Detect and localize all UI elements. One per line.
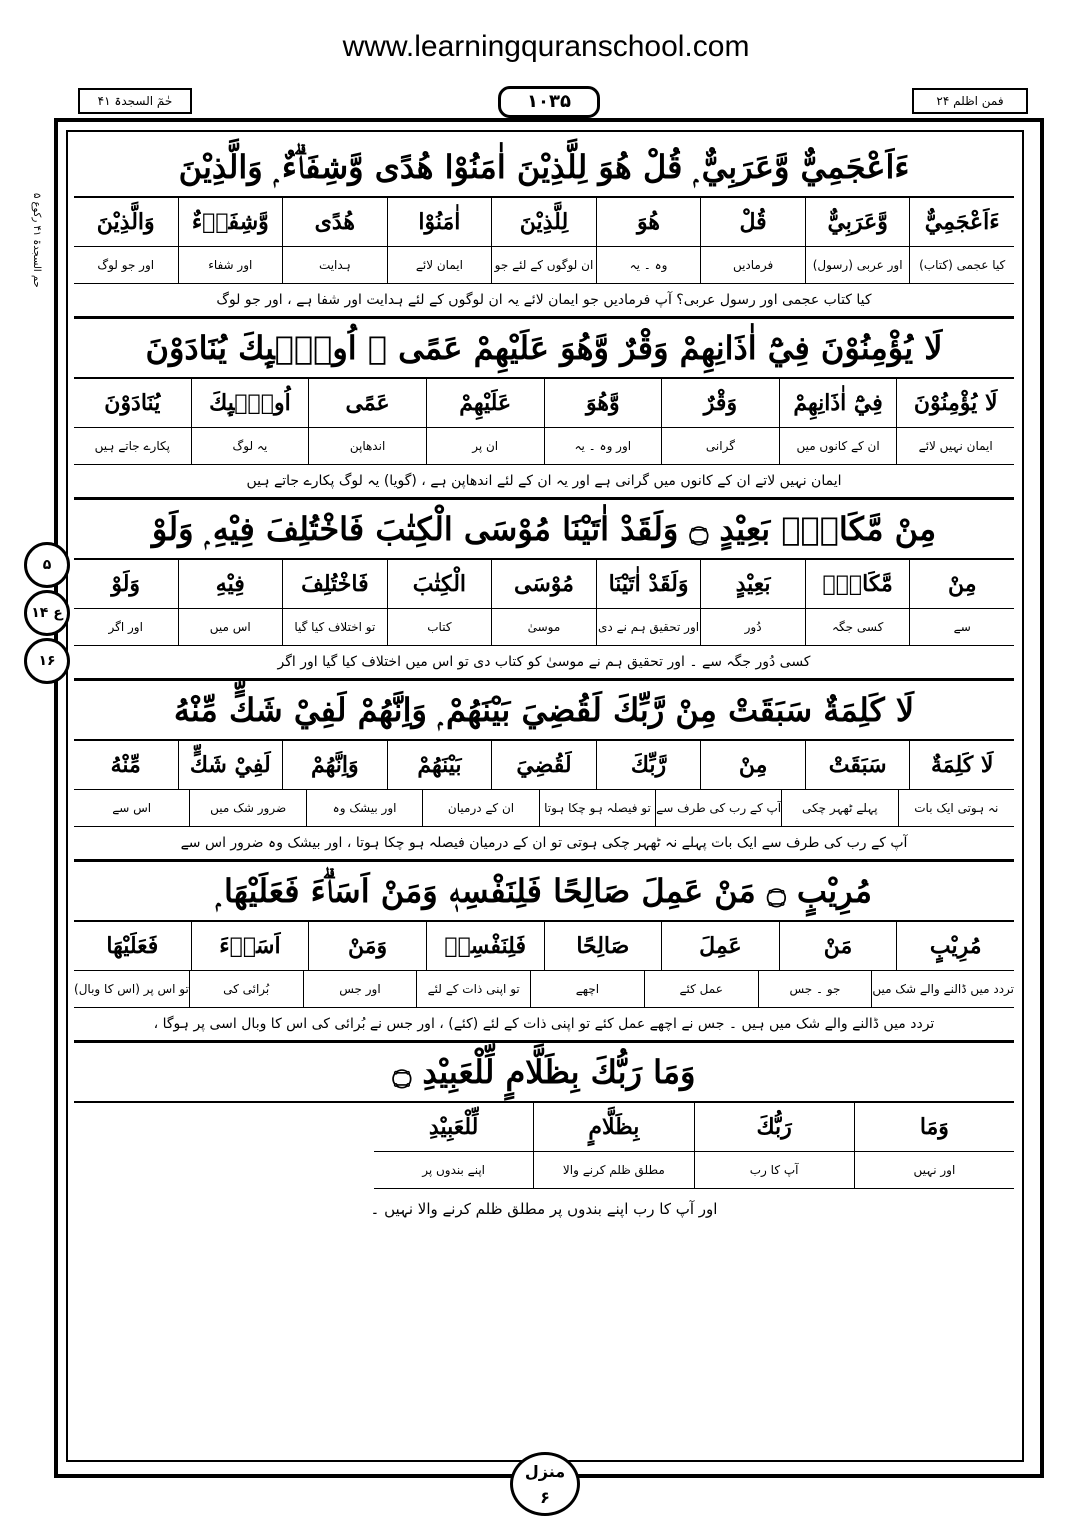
word-cell: وَاِنَّهُمْ <box>282 741 387 789</box>
meaning-cell: ان کے درمیان <box>422 790 538 826</box>
word-cell: يُنَادَوْنَ <box>104 390 161 416</box>
manzil-badge <box>510 1452 580 1516</box>
meaning-cell: تو اختلاف کیا گیا <box>282 609 387 645</box>
meaning-cell: سے <box>909 609 1014 645</box>
meaning-cell: اور نہیں <box>854 1152 1014 1188</box>
meaning-cell: ضرور شک میں <box>189 790 305 826</box>
word-row <box>74 922 1014 971</box>
meaning-cell: نہ ہوتی ایک بات <box>898 790 1014 826</box>
ruku-marker-middle: ع ۱۴ <box>24 590 70 636</box>
word-cell: اَسَاۗءَ <box>191 922 309 970</box>
meaning-cell: وہ ۔ یہ <box>596 247 701 283</box>
ruku-marker-bottom: ۱۶ <box>24 638 70 684</box>
word-cell: عَمِلَ <box>661 922 779 970</box>
word-cell: لَفِيْ شَكٍّ <box>178 741 283 789</box>
meaning-cell: جو ۔ جس <box>758 971 872 1007</box>
word-cell: بِظَلَّامٍ <box>533 1103 693 1151</box>
word-cell: لَقُضِيَ <box>491 741 596 789</box>
word-cell: وَلَوْ <box>111 571 141 597</box>
word-cell: وَلَقَدْ اٰتَيْنَا <box>596 560 701 608</box>
word-cell: مُوْسَى <box>491 560 596 608</box>
meaning-cell: کیا عجمی (کتاب) <box>909 247 1014 283</box>
word-cell: فَلِنَفْسِهٖ <box>426 922 544 970</box>
word-cell: وَالَّذِيْنَ <box>96 209 155 235</box>
meaning-cell: پکارے جاتے ہیں <box>94 439 170 453</box>
meaning-cell: دُور <box>700 609 805 645</box>
word-cell: وَّعَرَبِيٌّ <box>805 198 910 246</box>
word-cell: هُوَ <box>596 198 701 246</box>
meaning-cell: پہلے ٹھہر چکی <box>781 790 897 826</box>
meaning-row <box>74 247 1014 284</box>
meaning-cell: اندھاپن <box>308 428 426 464</box>
verse-line: وَمَا رَبُّكَ بِظَلَّامٍ لِّلْعَبِيْدِ ۝ <box>74 1043 1014 1103</box>
word-cell: صَالِحًا <box>544 922 662 970</box>
word-row <box>74 741 1014 790</box>
word-cell: قُلْ <box>700 198 805 246</box>
word-cell: مَنْ <box>779 922 897 970</box>
word-cell: مُرِيْبٍ <box>896 922 1014 970</box>
meaning-cell: آپ کا رب <box>694 1152 854 1188</box>
meaning-cell: اور عربی (رسول) <box>805 247 910 283</box>
verse-line: مُرِيْبٍ ۝ مَنْ عَمِلَ صَالِحًا فَلِنَفْسِهٖ وَمَنْ اَسَاۗءَ فَعَلَيْهَا ۭ <box>74 862 1014 922</box>
meaning-cell: اچھے <box>530 971 644 1007</box>
translation-line: اور آپ کا رب اپنے بندوں پر مطلق ظلم کرنے والا نہیں ۔ <box>370 1200 718 1218</box>
word-cell: عَمًى <box>308 379 426 427</box>
word-cell: اٰمَنُوْا <box>387 198 492 246</box>
word-cell: فَاخْتُلِفَ <box>282 560 387 608</box>
meaning-cell: تو اس پر (اس کا وبال) <box>74 982 189 996</box>
meaning-cell: اور شفاء <box>178 247 283 283</box>
meaning-cell: ان پر <box>426 428 544 464</box>
translation-line: آپ کے رب کی طرف سے ایک بات پہلے نہ ٹھہر چکی ہوتی تو ان کے درمیان فیصلہ ہو چکا ہوتا ، اور بیشک وہ ضرور اس سے <box>74 827 1014 862</box>
meaning-cell: آپ کے رب کی طرف سے <box>655 790 781 826</box>
meaning-cell: فرمادیں <box>700 247 805 283</box>
meaning-cell: ان کے کانوں میں <box>779 428 897 464</box>
manzil-label: منزل <box>524 1462 566 1481</box>
meaning-row <box>74 609 1014 646</box>
meaning-cell: ان لوگوں کے لئے جو <box>491 247 596 283</box>
word-cell: بَعِيْدٍ <box>700 560 805 608</box>
verse-line: ءَاَعْجَمِيٌّ وَّعَرَبِيٌّ ۭ قُلْ هُوَ لِلَّذِيْنَ اٰمَنُوْا هُدًى وَّشِفَاۗءٌ ۭ وَالَّذِيْنَ <box>74 138 1014 198</box>
meaning-row <box>74 790 1014 827</box>
meaning-cell: تردد میں ڈالنے والے شک میں <box>871 971 1014 1007</box>
surah-label: حٰمٓ السجدۃ ۴۱ <box>78 88 192 114</box>
meaning-cell: اور وہ ۔ یہ <box>544 428 662 464</box>
word-cell: فَعَلَيْهَا <box>106 933 159 959</box>
meaning-cell: اس سے <box>112 801 152 815</box>
meaning-cell: گرانی <box>661 428 779 464</box>
meaning-cell: اور تحقیق ہم نے دی <box>596 609 701 645</box>
word-cell: وَّشِفَاۗءٌ <box>178 198 283 246</box>
word-cell: مِّنْهُ <box>110 752 141 778</box>
meaning-cell: ہدایت <box>282 247 387 283</box>
translation-line: تردد میں ڈالنے والے شک میں ہیں ۔ جس نے اچھے عمل کئے تو اپنی ذات کے لئے (کئے) ، اور جس نے بُرائی کی اس کا وبال اسی پر ہوگا ، <box>74 1008 1014 1043</box>
meaning-row <box>74 971 1014 1008</box>
meaning-cell: کتاب <box>387 609 492 645</box>
side-note: حم السجدۃ ۴۱ رکوع ۵ <box>31 192 42 288</box>
word-row <box>74 560 1014 609</box>
page-number: ۱۰۳۵ <box>498 86 600 118</box>
meaning-cell: بُرائی کی <box>189 971 303 1007</box>
content <box>74 138 1014 1229</box>
meaning-cell: کسی جگہ <box>805 609 910 645</box>
meaning-cell: اپنے بندوں پر <box>422 1163 486 1177</box>
word-cell: بَيْنَهُمْ <box>387 741 492 789</box>
verse-line: لَا يُؤْمِنُوْنَ فِيْٓ اٰذَانِهِمْ وَقْرٌ وَّهُوَ عَلَيْهِمْ عَمًى ۭ اُولٰۗىِٕكَ يُنَادَوْنَ <box>74 319 1014 379</box>
meaning-cell: عمل کئے <box>644 971 758 1007</box>
word-cell: سَبَقَتْ <box>805 741 910 789</box>
word-row <box>374 1103 1014 1152</box>
word-cell: مَّكَانٍۢ <box>805 560 910 608</box>
manzil-number: ۶ <box>540 1488 550 1507</box>
word-cell: الْكِتٰبَ <box>387 560 492 608</box>
meaning-cell: موسیٰ <box>491 609 596 645</box>
meaning-cell: ایمان لائے <box>387 247 492 283</box>
word-cell: عَلَيْهِمْ <box>426 379 544 427</box>
translation-line: ایمان نہیں لاتے ان کے کانوں میں گرانی ہے اور یہ ان کے لئے اندھاپن ہے ، (گویا) یہ لوگ پکارے جاتے ہیں <box>74 465 1014 500</box>
meaning-row <box>74 428 1014 465</box>
juz-label: فمن اظلم ۲۴ <box>912 88 1028 114</box>
word-cell: لِلَّذِيْنَ <box>491 198 596 246</box>
ruku-marker-top: ۵ <box>24 542 70 588</box>
word-cell: ءَاَعْجَمِيٌّ <box>909 198 1014 246</box>
meaning-cell: یہ لوگ <box>191 428 309 464</box>
word-cell: رَبُّكَ <box>694 1103 854 1151</box>
meaning-cell: تو اپنی ذات کے لئے <box>416 971 530 1007</box>
word-cell: مِنْ <box>700 741 805 789</box>
site-url: www.learningquranschool.com <box>342 30 750 63</box>
verse-line: مِنْ مَّكَانٍۢ بَعِيْدٍ ۝ وَلَقَدْ اٰتَيْنَا مُوْسَى الْكِتٰبَ فَاخْتُلِفَ فِيْهِ ۭ وَلَوْ <box>74 500 1014 560</box>
translation-line: کیا کتاب عجمی اور رسول عربی؟ آپ فرمادیں جو ایمان لائے یہ ان لوگوں کے لئے ہدایت اور شفا ہے ، اور جو لوگ <box>74 284 1014 319</box>
meaning-cell: اور جو لوگ <box>97 258 155 272</box>
word-cell: اُولٰۗىِٕكَ <box>191 379 309 427</box>
word-cell: مِنْ <box>909 560 1014 608</box>
word-row <box>74 198 1014 247</box>
word-cell: لَا يُؤْمِنُوْنَ <box>896 379 1014 427</box>
word-cell: فِيْٓ اٰذَانِهِمْ <box>779 379 897 427</box>
word-cell: هُدًى <box>282 198 387 246</box>
meaning-cell: اس میں <box>178 609 283 645</box>
meaning-cell: ایمان نہیں لائے <box>896 428 1014 464</box>
translation-line: کسی دُور جگہ سے ۔ اور تحقیق ہم نے موسیٰ کو کتاب دی تو اس میں اختلاف کیا گیا اور اگر <box>74 646 1014 681</box>
meaning-cell: اور بیشک وہ <box>306 790 422 826</box>
meaning-cell: تو فیصلہ ہو چکا ہوتا <box>539 790 655 826</box>
word-cell: لِّلْعَبِيْدِ <box>428 1114 479 1140</box>
meaning-cell: مطلق ظلم کرنے والا <box>533 1152 693 1188</box>
word-cell: لَا كَلِمَةٌ <box>909 741 1014 789</box>
word-cell: وَمَنْ <box>308 922 426 970</box>
word-cell: وَمَا <box>854 1103 1014 1151</box>
word-row <box>74 379 1014 428</box>
meaning-row <box>374 1152 1014 1189</box>
word-cell: فِيْهِ <box>178 560 283 608</box>
verse-line: لَا كَلِمَةٌ سَبَقَتْ مِنْ رَّبِّكَ لَقُضِيَ بَيْنَهُمْ ۭ وَاِنَّهُمْ لَفِيْ شَكٍّ مِّنْهُ <box>74 681 1014 741</box>
meaning-cell: اور اگر <box>108 620 143 634</box>
word-cell: وَّهُوَ <box>544 379 662 427</box>
word-cell: رَّبِّكَ <box>596 741 701 789</box>
word-cell: وَقْرٌ <box>661 379 779 427</box>
meaning-cell: اور جس <box>303 971 417 1007</box>
